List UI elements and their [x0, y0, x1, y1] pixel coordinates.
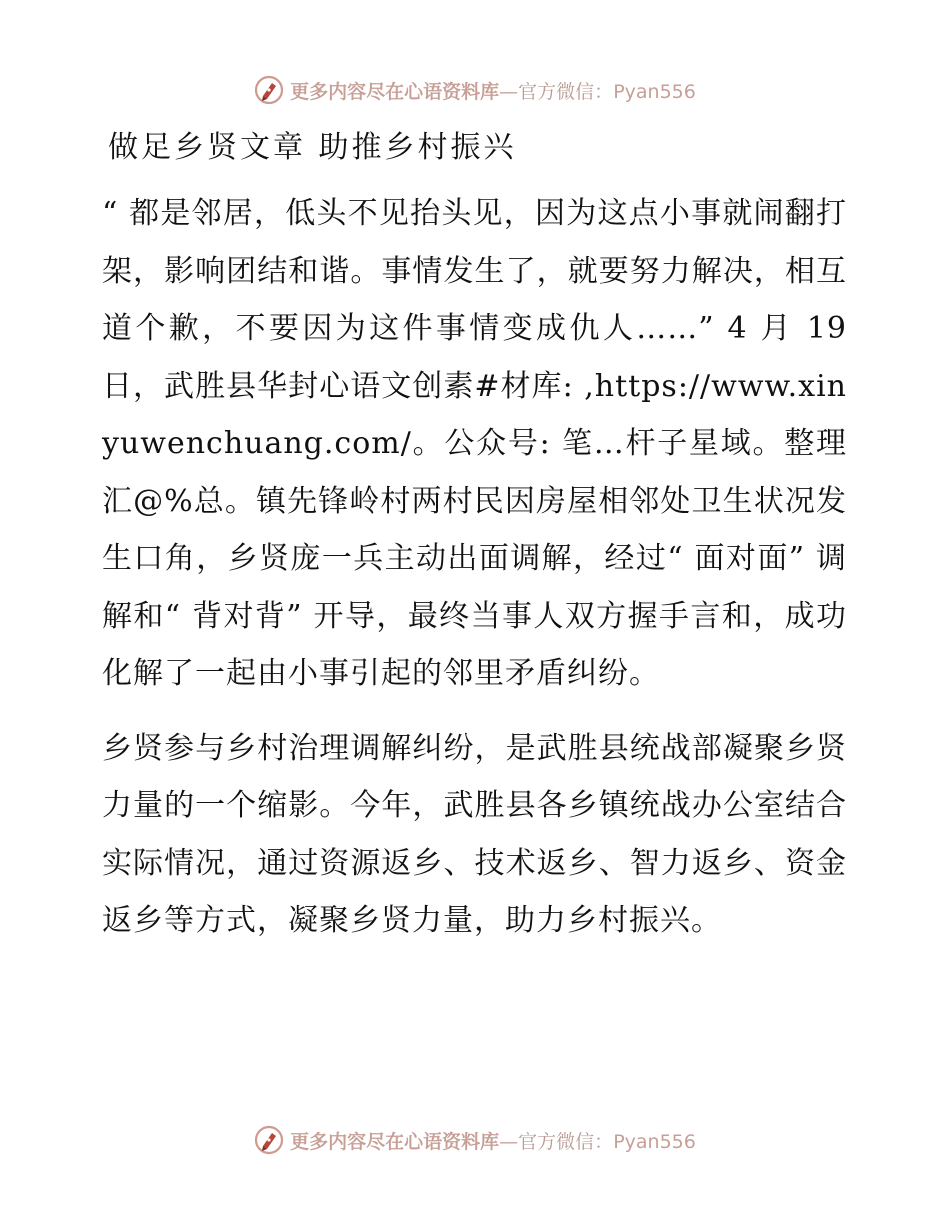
watermark-text	[290, 1127, 696, 1154]
watermark-dash: —	[499, 1130, 519, 1153]
watermark-main: 更多内容尽在心语资料库	[290, 1130, 500, 1153]
watermark-sub: 官方微信：	[518, 80, 614, 103]
watermark-contact: Pyan556	[613, 80, 696, 103]
document-body	[102, 118, 847, 950]
paragraph-2: 乡贤参与乡村治理调解纠纷，是武胜县统战部凝聚乡贤力量的一个缩影。今年，武胜县各乡镇统战办公室结合实际情况，通过资源返乡、技术返乡、智力返乡、资金返乡等方式，凝聚乡贤力量，助力乡村振兴。	[102, 730, 847, 938]
pen-nib-logo-icon	[254, 75, 284, 105]
document-title: 做足乡贤文章 助推乡村振兴	[108, 130, 517, 165]
watermark-dash: —	[499, 80, 519, 103]
watermark-contact: Pyan556	[613, 1130, 696, 1153]
watermark-sub: 官方微信：	[518, 1130, 614, 1153]
page-footer-watermark	[0, 1120, 950, 1160]
paragraph-1: “ 都是邻居，低头不见抬头见，因为这点小事就闹翻打架，影响团结和谐。事情发生了，就要努力解决，相互道个歉，不要因为这件事情变成仇人……” 4 月 19 日，武胜县华封心语文创素#材库: ,https://www.xinyuwenchuang.com/。公众号: 笔…杆子星域。整理汇@%总。镇先锋岭村两村民因房屋相邻处卫生状况发生口角，乡贤庞一兵主动出面调解，经过“ 面对面” 调解和“ 背对背” 开导，最终当事人双方握手言和，成功化解了一起由小事引起的邻里矛盾纠纷。	[102, 196, 847, 691]
watermark-main: 更多内容尽在心语资料库	[290, 80, 500, 103]
page-header-watermark	[0, 70, 950, 110]
watermark-text	[290, 77, 696, 104]
pen-nib-logo-icon	[254, 1125, 284, 1155]
